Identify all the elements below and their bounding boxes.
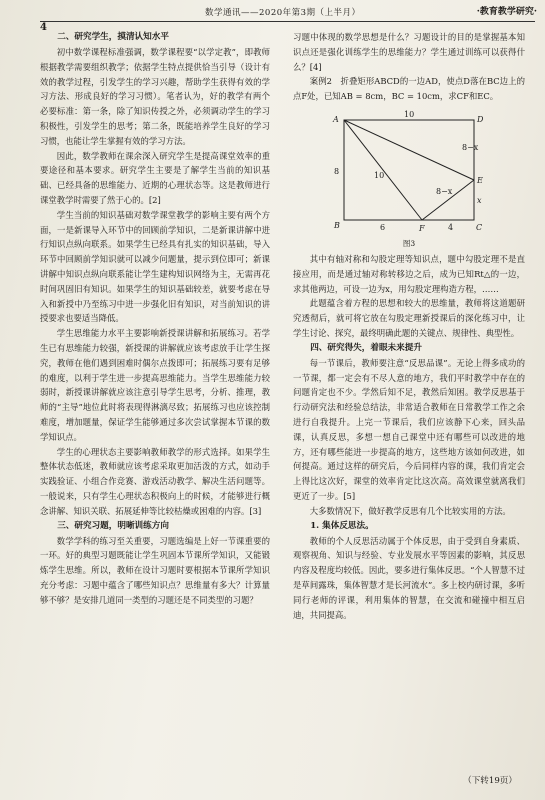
paragraph: 学生当前的知识基础对数学课堂教学的影响主要有两个方面，一是新课导入环节中的回顾前学知识，二是新课讲解中进行知识点纵向联系。如果学生已经具有扎实的知识基础，导入环节中回顾前学知识就可以减少问题量，提示到位即可；新课讲解中知识点纵向联系能让学生建构知识网络为主，无需再花时间巩固旧有知识。如果学生的知识基础较差，就要考虑在导入和新授中乃至练习中进一步强化旧有知识，对当前知识的讲授要求也要适当降低。 [40,209,270,324]
paragraph: 习题中体现的数学思想是什么？习题设计的目的是掌握基本知识点还是强化训练学生的思维能力？学生通过训练可以获得什么？[4] [293,32,525,72]
paragraph: 学生的心理状态主要影响教师教学的形式选择。如果学生整体状态低迷，教师就应该考虑采取更加活泼的方式，如动手实践验证、小组合作竞赛、游戏活动教学、解决生活问题等。一般说来，只有学生心理状态积极向上的时候，才能够进行概念讲解、知识关联、拓展延伸等比较枯燥或困难的内容。[3] [40,446,270,516]
page-number: 4 [40,22,47,33]
paragraph: 大多数情况下，做好教学反思有几个比较实用的方法。 [309,505,511,516]
segment-ae [344,120,474,180]
paragraph: 每一节课后，教师要注意“反思品课”。无论上得多成功的一节课，都一定会有不尽人意的地方，我们平时教学中存在的问题肯定也不少。学然后知不足，教然后知困。教学反思基于行动研究法和经验总结法，非常适合教师在日常教学工作之余进行自我提升。上完一节课后，我们应该静下心来，回头品课，认真反思，多想一想自己课堂中还有哪些可以改进的地方，还有哪些能进一步提高的地方，这些地方该如何改进，如何提高。通过这样的研究后，今后同样内容的课，我们肯定会上得比这次好，课堂的效率肯定比这次高。高效课堂就离我们更近了一步。[5] [293,357,525,501]
paragraph: 此题蕴含着方程的思想和较大的思维量，教师将这道题研究透彻后，就可将它放在勾股定理新授课后的深化练习中，让学生讨论、探究，最终明确此题的关键点、规律性、典型性。 [293,298,525,338]
segment-fe [422,180,474,220]
left-column [40,30,270,607]
paragraph: 教师的个人反思活动属于个体反思，由于受到自身素质、观察视角、知识与经验、专业发展水平等因素的影响，其反思内容及程度均较低。因此，要多进行集体反思。“个人智慧不过是草间露珠，集体智慧才是长河流水”。多上校内研讨课，多听同行老师的评课，利用集体的智慧，在交流和碰撞中相互启迪，共同提高。 [293,535,525,620]
label-c: C [476,222,483,232]
paragraph: 其中有轴对称和勾股定理等知识点，题中勾股定理不是直接应用，而是通过轴对称转移边之后，成为已知Rt△的一边，求其他两边，可设一边为x，用勾股定理构造方程，…… [293,253,525,294]
label-left-8: 8 [334,166,340,176]
label-b: B [334,220,340,230]
segment-af [344,120,422,220]
case-statement: 案例2 折叠矩形ABCD的一边AD，使点D落在BC边上的点F处，已知AB = 8cm，BC = 10cm，求CF和EC。 [293,76,525,102]
label-8-minus-x-right: 8−x [462,142,479,152]
rectangle-fold-diagram [324,108,494,238]
paragraph: 学生思维能力水平主要影响新授课讲解和拓展练习。若学生已有思维能力较强，新授课的讲解就应该考虑放手让学生探究，教师在他们遇到困难时偶尔点拨即可；拓展练习要有足够的难度，以利于学生进一步提高思维能力。当学生思维能力较弱时，新授课讲解就应该注意引导学生思考，分析、推理，教师的“主导”地位此时将表现得淋漓尽致；拓展练习也应该控制难度，增加题量，保证学生能够通过多次尝试掌握本节课的数学知识点。 [40,328,270,442]
label-e: E [477,175,483,185]
label-f: F [419,223,425,233]
subheading-method-1: 1. 集体反思法。 [310,520,374,531]
right-column [293,30,525,622]
label-x: x [477,195,482,205]
figure-caption: 图3 [402,238,416,248]
paragraph: 初中数学课程标准强调，数学课程要“以学定教”，即教师根据教学需要组织教学；依据学生特点提供恰当引导（设计有效的教学过程，引发学生的学习兴趣，帮助学生获得有效的学习方法、形成良好的学习习惯）。笔者认为，好的教学有两个必要标准：第一条，除了知识传授之外，必须调动学生的学习积极性，引发学生的思考；第二条，既能培养学生良好的学习习惯，也能让学生掌握有效的学习方法。 [40,47,270,146]
label-8-minus-x-inner: 8−x [436,186,453,196]
rectangle-abcd [344,120,474,220]
header-rule [40,21,535,22]
label-d: D [477,114,484,124]
paragraph: 数学学科的练习至关重要，习题选编是上好一节课重要的一环。好的典型习题既能让学生巩固本节课所学知识，又能锻炼学生思维。所以，教师在设计习题时要根据本节课所学知识充分考虑：习题中蕴含了哪些知识点？思维量有多大？计算量够不够？是安排几道同一类型的习题还是不同类型的习题？ [40,535,270,605]
section-heading-4: 四、研究得失，着眼未来提升 [310,342,422,353]
label-diag-10: 10 [374,170,385,180]
label-bottom-6: 6 [380,222,386,232]
continued-note: （下转19页） [463,776,517,786]
section-heading-3: 三、研究习题，明晰训练方向 [57,520,169,531]
journal-header: 数学通讯——2020年第3期（上半月） [205,8,361,18]
label-a: A [333,114,339,124]
label-bottom-4: 4 [448,222,454,232]
paragraph: 因此，数学教师在课余深入研究学生是提高课堂效率的重要途径和基本要求。研究学生主要是了解学生当前的知识基础、已经具备的思维能力、近期的心理状态等。这是教师进行课堂教学时需要了然于心的。[2] [40,150,270,205]
geometry-figure [293,108,525,250]
label-top-10: 10 [404,109,415,119]
section-header: ·教育教学研究· [476,7,537,17]
section-heading-2: 二、研究学生，摸清认知水平 [57,32,169,42]
